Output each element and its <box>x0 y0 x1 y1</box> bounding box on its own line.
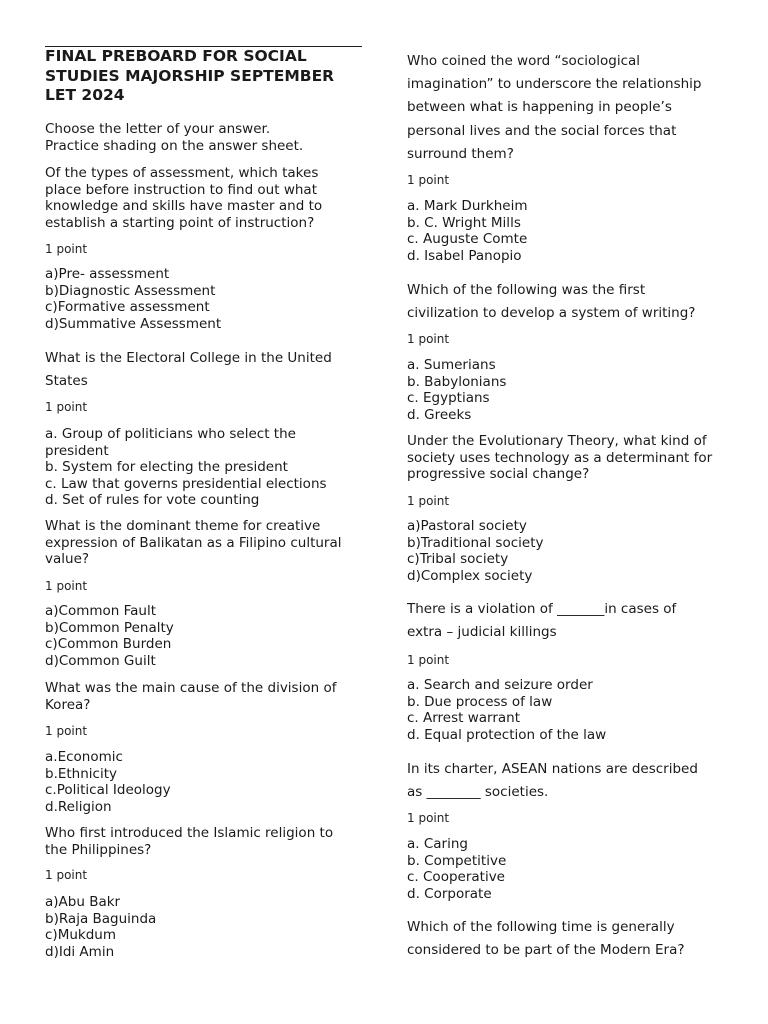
answer-option: b. System for electing the president <box>45 459 288 476</box>
answer-option: c)Mukdum <box>45 927 116 944</box>
answer-option: b)Raja Baguinda <box>45 910 157 927</box>
question-points: 1 point <box>407 653 450 667</box>
question-text: What is the dominant theme for creative expression of Balikatan as a Filipino cultural value? <box>45 518 342 568</box>
answer-options <box>407 677 606 743</box>
answer-option: d. Greeks <box>407 406 472 423</box>
answer-option: a. Search and seizure order <box>407 677 593 693</box>
answer-option: a)Pre- assessment <box>45 266 170 282</box>
answer-option: a.Economic <box>45 749 123 765</box>
answer-option: b)Diagnostic Assessment <box>45 282 216 299</box>
answer-option: c.Political Ideology <box>45 782 171 799</box>
answer-option: a. Sumerians <box>407 357 496 373</box>
question-points: 1 point <box>407 173 450 187</box>
answer-option: b.Ethnicity <box>45 765 118 782</box>
question-points: 1 point <box>45 868 88 882</box>
answer-option: b. C. Wright Mills <box>407 214 521 231</box>
answer-options <box>45 603 174 669</box>
answer-option: a. Caring <box>407 836 468 852</box>
question-points: 1 point <box>407 332 450 346</box>
question-text: Who first introduced the Islamic religion to the Philippines? <box>45 825 334 858</box>
question-text: Under the Evolutionary Theory, what kind of society uses technology as a determinant for progressive social change? <box>407 433 713 483</box>
question-text: Which of the following was the first civilization to develop a system of writing? <box>407 282 696 322</box>
answer-option: c. Law that governs presidential elections <box>45 475 327 492</box>
question-points: 1 point <box>407 811 450 825</box>
question-text: What was the main cause of the division of Korea? <box>45 680 337 713</box>
answer-option: a)Pastoral society <box>407 518 527 534</box>
answer-option: d)Idi Amin <box>45 943 115 960</box>
answer-option: b. Competitive <box>407 852 507 869</box>
question-points: 1 point <box>45 242 88 256</box>
answer-options <box>407 357 506 423</box>
answer-option: b. Due process of law <box>407 693 553 710</box>
answer-option: d. Equal protection of the law <box>407 726 607 743</box>
answer-option: d)Complex society <box>407 567 533 584</box>
answer-options <box>407 836 506 902</box>
question-text: There is a violation of _______in cases of extra – judicial killings <box>407 601 677 641</box>
answer-option: d.Religion <box>45 798 112 815</box>
answer-option: c)Common Burden <box>45 636 172 653</box>
question-text: Who coined the word “sociological imagination” to underscore the relationship between what is happening in people’s personal lives and the social forces that surround them? <box>407 53 702 162</box>
answer-option: c. Egyptians <box>407 390 490 407</box>
answer-options <box>45 266 221 332</box>
question-points: 1 point <box>45 724 88 738</box>
question-text: Of the types of assessment, which takes place before instruction to find out what knowledge and skills have master and to establish a starting point of instruction? <box>45 165 323 231</box>
instruction-line: Choose the letter of your answer. <box>45 121 271 137</box>
answer-option: a)Abu Bakr <box>45 894 121 910</box>
answer-option: c)Formative assessment <box>45 299 210 316</box>
answer-option: a. Mark Durkheim <box>407 198 528 214</box>
answer-option: b)Traditional society <box>407 534 544 551</box>
answer-options <box>45 426 345 509</box>
answer-option: d. Corporate <box>407 885 492 902</box>
answer-option: c. Cooperative <box>407 869 505 886</box>
question-text: Which of the following time is generally considered to be part of the Modern Era? <box>407 919 685 959</box>
question-points: 1 point <box>45 579 88 593</box>
question-text: In its charter, ASEAN nations are described as ________ societies. <box>407 761 698 801</box>
answer-option: b)Common Penalty <box>45 619 174 636</box>
instructions <box>45 121 303 154</box>
answer-option: c)Tribal society <box>407 551 509 568</box>
question-points: 1 point <box>45 400 88 414</box>
answer-option: b. Babylonians <box>407 373 507 390</box>
question-points: 1 point <box>407 494 450 508</box>
answer-option: c. Auguste Comte <box>407 231 528 248</box>
answer-option: d. Isabel Panopio <box>407 247 522 264</box>
answer-option: d. Set of rules for vote counting <box>45 492 260 509</box>
instruction-line: Practice shading on the answer sheet. <box>45 137 304 154</box>
answer-option: c. Arrest warrant <box>407 710 521 727</box>
answer-options <box>45 894 156 960</box>
answer-options <box>45 749 171 815</box>
answer-options <box>407 518 543 584</box>
answer-option: d)Summative Assessment <box>45 315 222 332</box>
answer-option: a. Group of politicians who select the president <box>45 426 296 459</box>
answer-options <box>407 198 528 264</box>
answer-option: d)Common Guilt <box>45 652 156 669</box>
question-text: What is the Electoral College in the United States <box>45 350 332 390</box>
page-title: FINAL PREBOARD FOR SOCIAL STUDIES MAJORSHIP SEPTEMBER LET 2024 <box>45 47 335 104</box>
answer-option: a)Common Fault <box>45 603 157 619</box>
